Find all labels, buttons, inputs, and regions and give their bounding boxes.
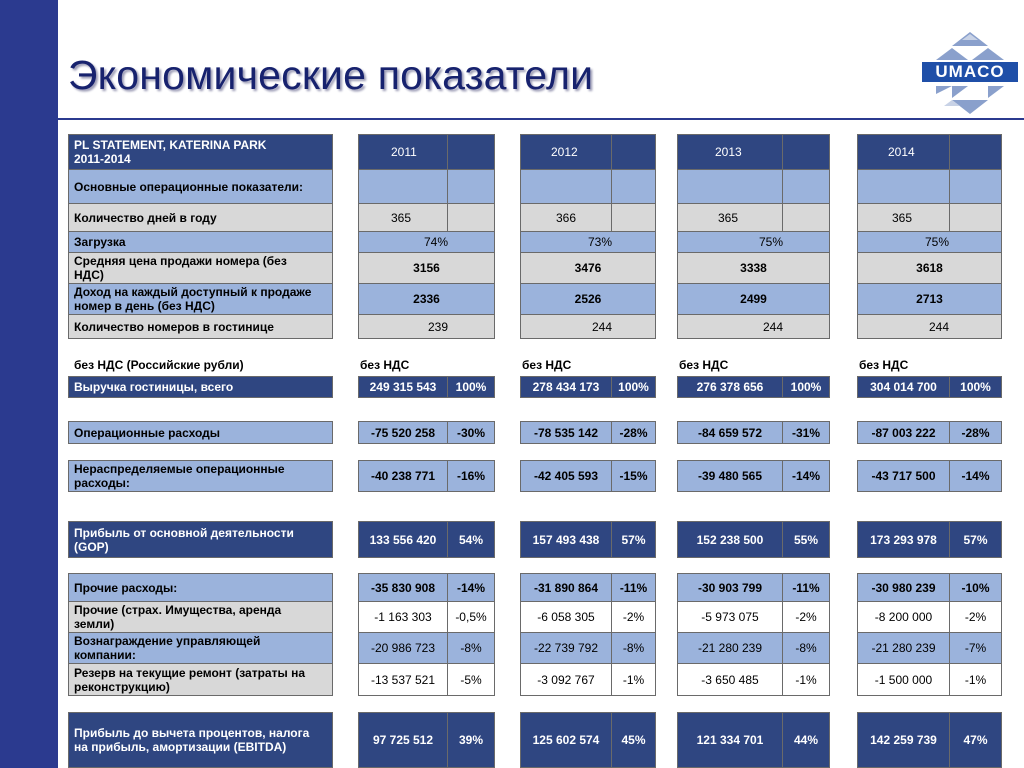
adr-cell-2013: 3338 bbox=[677, 252, 830, 284]
ebitda-pct-2014: 47% bbox=[949, 712, 1002, 768]
logo-text: UMACO bbox=[922, 62, 1018, 82]
adr-cell-2011: 3156 bbox=[358, 252, 495, 284]
other-pct-2012: -11% bbox=[611, 573, 656, 602]
year-pct-header-2012 bbox=[611, 134, 656, 170]
undistributed-pct-2012: -15% bbox=[611, 460, 656, 492]
reserve-pct-2013: -1% bbox=[782, 663, 830, 696]
management-pct-2013: -8% bbox=[782, 632, 830, 664]
section-spacer bbox=[857, 169, 950, 204]
ebitda-amount-2012: 125 602 574 bbox=[520, 712, 612, 768]
row-label-gop: Прибыль от основной деятельности (GOP) bbox=[68, 521, 333, 558]
revenue-amount-2012: 278 434 173 bbox=[520, 376, 612, 398]
other-pct-2014: -10% bbox=[949, 573, 1002, 602]
reserve-amount-2013: -3 650 485 bbox=[677, 663, 783, 696]
year-label: 2012 bbox=[551, 145, 578, 159]
other-pct-2013: -11% bbox=[782, 573, 830, 602]
reserve-pct-2014: -1% bbox=[949, 663, 1002, 696]
management-pct-2011: -8% bbox=[447, 632, 495, 664]
section-spacer bbox=[611, 169, 656, 204]
year-pct-header-2013 bbox=[782, 134, 830, 170]
row-label-revenue: Выручка гостиницы, всего bbox=[68, 376, 333, 398]
section-spacer bbox=[447, 169, 495, 204]
other-pct-2011: -14% bbox=[447, 573, 495, 602]
management-amount-2014: -21 280 239 bbox=[857, 632, 950, 664]
opex-pct-2011: -30% bbox=[447, 421, 495, 444]
management-amount-2011: -20 986 723 bbox=[358, 632, 448, 664]
days-pct-2011 bbox=[447, 203, 495, 232]
days-pct-2014 bbox=[949, 203, 1002, 232]
opex-pct-2012: -28% bbox=[611, 421, 656, 444]
section-spacer bbox=[358, 169, 448, 204]
row-label-ebitda: Прибыль до вычета процентов, налога на прибыль, амортизации (EBITDA) bbox=[68, 712, 333, 768]
page-title: Экономические показатели bbox=[68, 52, 594, 98]
year-header-2013 bbox=[677, 134, 783, 170]
days-cell-2012: 366 bbox=[520, 203, 612, 232]
section-spacer bbox=[520, 169, 612, 204]
insurance-amount-2014: -8 200 000 bbox=[857, 601, 950, 633]
row-label-adr: Средняя цена продажи номера (без НДС) bbox=[68, 252, 333, 284]
other-amount-2014: -30 980 239 bbox=[857, 573, 950, 602]
section-spacer bbox=[949, 169, 1002, 204]
revenue-amount-2013: 276 378 656 bbox=[677, 376, 783, 398]
vat-note-2013: без НДС bbox=[679, 358, 729, 372]
vat-note-2012: без НДС bbox=[522, 358, 572, 372]
revenue-pct-2011: 100% bbox=[447, 376, 495, 398]
gop-amount-2013: 152 238 500 bbox=[677, 521, 783, 558]
opex-amount-2011: -75 520 258 bbox=[358, 421, 448, 444]
opex-amount-2012: -78 535 142 bbox=[520, 421, 612, 444]
row-label-revpar: Доход на каждый доступный к продаже номер в день (без НДС) bbox=[68, 283, 333, 315]
adr-cell-2014: 3618 bbox=[857, 252, 1002, 284]
other-amount-2011: -35 830 908 bbox=[358, 573, 448, 602]
year-label: 2013 bbox=[715, 145, 742, 159]
umaco-logo bbox=[922, 30, 1018, 116]
other-amount-2013: -30 903 799 bbox=[677, 573, 783, 602]
side-accent-bar bbox=[0, 0, 58, 768]
operating-section-label: Основные операционные показатели: bbox=[68, 169, 333, 204]
insurance-pct-2013: -2% bbox=[782, 601, 830, 633]
row-label-repair-reserve: Резерв на текущие ремонт (затраты на реконструкцию) bbox=[68, 663, 333, 696]
undistributed-amount-2014: -43 717 500 bbox=[857, 460, 950, 492]
row-label-other: Прочие расходы: bbox=[68, 573, 333, 602]
ebitda-amount-2011: 97 725 512 bbox=[358, 712, 448, 768]
undistributed-amount-2013: -39 480 565 bbox=[677, 460, 783, 492]
vat-note-2014: без НДС bbox=[859, 358, 909, 372]
management-pct-2014: -7% bbox=[949, 632, 1002, 664]
undistributed-pct-2014: -14% bbox=[949, 460, 1002, 492]
revpar-cell-2013: 2499 bbox=[677, 283, 830, 315]
year-pct-header-2011 bbox=[447, 134, 495, 170]
reserve-amount-2014: -1 500 000 bbox=[857, 663, 950, 696]
ebitda-pct-2012: 45% bbox=[611, 712, 656, 768]
opex-amount-2014: -87 003 222 bbox=[857, 421, 950, 444]
undistributed-amount-2011: -40 238 771 bbox=[358, 460, 448, 492]
revenue-pct-2013: 100% bbox=[782, 376, 830, 398]
management-pct-2012: -8% bbox=[611, 632, 656, 664]
insurance-pct-2012: -2% bbox=[611, 601, 656, 633]
year-label: 2011 bbox=[391, 145, 417, 159]
insurance-amount-2013: -5 973 075 bbox=[677, 601, 783, 633]
title-divider bbox=[58, 118, 1024, 120]
undistributed-pct-2011: -16% bbox=[447, 460, 495, 492]
revenue-amount-2014: 304 014 700 bbox=[857, 376, 950, 398]
insurance-amount-2012: -6 058 305 bbox=[520, 601, 612, 633]
days-cell-2014: 365 bbox=[857, 203, 950, 232]
gop-amount-2012: 157 493 438 bbox=[520, 521, 612, 558]
currency-note: без НДС (Российские рубли) bbox=[74, 358, 244, 372]
occupancy-cell-2011: 74% bbox=[358, 231, 495, 253]
row-label-days: Количество дней в году bbox=[68, 203, 333, 232]
row-label-insurance-lease: Прочие (страх. Имущества, аренда земли) bbox=[68, 601, 333, 633]
occupancy-cell-2012: 73% bbox=[520, 231, 656, 253]
revenue-amount-2011: 249 315 543 bbox=[358, 376, 448, 398]
year-header-2014 bbox=[857, 134, 950, 170]
undistributed-pct-2013: -14% bbox=[782, 460, 830, 492]
revenue-pct-2012: 100% bbox=[611, 376, 656, 398]
gop-pct-2011: 54% bbox=[447, 521, 495, 558]
management-amount-2013: -21 280 239 bbox=[677, 632, 783, 664]
vat-note-2011: без НДС bbox=[360, 358, 410, 372]
year-header-2011 bbox=[358, 134, 448, 170]
row-label-occupancy: Загрузка bbox=[68, 231, 333, 253]
gop-amount-2011: 133 556 420 bbox=[358, 521, 448, 558]
row-label-undistributed: Нераспределяемые операционные расходы: bbox=[68, 460, 333, 492]
occupancy-cell-2013: 75% bbox=[677, 231, 830, 253]
occupancy-cell-2014: 75% bbox=[857, 231, 1002, 253]
revpar-cell-2011: 2336 bbox=[358, 283, 495, 315]
statement-title-cell bbox=[68, 134, 333, 170]
gop-amount-2014: 173 293 978 bbox=[857, 521, 950, 558]
insurance-pct-2014: -2% bbox=[949, 601, 1002, 633]
section-spacer bbox=[782, 169, 830, 204]
reserve-pct-2012: -1% bbox=[611, 663, 656, 696]
management-amount-2012: -22 739 792 bbox=[520, 632, 612, 664]
rooms-cell-2014: 244 bbox=[857, 314, 1002, 339]
section-spacer bbox=[677, 169, 783, 204]
year-label: 2014 bbox=[888, 145, 915, 159]
rooms-cell-2013: 244 bbox=[677, 314, 830, 339]
statement-title-line1: PL STATEMENT, KATERINA PARK bbox=[74, 138, 267, 152]
adr-cell-2012: 3476 bbox=[520, 252, 656, 284]
rooms-cell-2011: 239 bbox=[358, 314, 495, 339]
insurance-amount-2011: -1 163 303 bbox=[358, 601, 448, 633]
year-header-2012 bbox=[520, 134, 612, 170]
gop-pct-2014: 57% bbox=[949, 521, 1002, 558]
opex-pct-2014: -28% bbox=[949, 421, 1002, 444]
insurance-pct-2011: -0,5% bbox=[447, 601, 495, 633]
ebitda-pct-2011: 39% bbox=[447, 712, 495, 768]
gop-pct-2012: 57% bbox=[611, 521, 656, 558]
ebitda-pct-2013: 44% bbox=[782, 712, 830, 768]
rooms-cell-2012: 244 bbox=[520, 314, 656, 339]
days-pct-2013 bbox=[782, 203, 830, 232]
revpar-cell-2014: 2713 bbox=[857, 283, 1002, 315]
reserve-amount-2011: -13 537 521 bbox=[358, 663, 448, 696]
revpar-cell-2012: 2526 bbox=[520, 283, 656, 315]
days-pct-2012 bbox=[611, 203, 656, 232]
days-cell-2011: 365 bbox=[358, 203, 448, 232]
opex-pct-2013: -31% bbox=[782, 421, 830, 444]
row-label-management-fee: Вознаграждение управляющей компании: bbox=[68, 632, 333, 664]
year-pct-header-2014 bbox=[949, 134, 1002, 170]
row-label-rooms: Количество номеров в гостинице bbox=[68, 314, 333, 339]
row-label-opex: Операционные расходы bbox=[68, 421, 333, 444]
reserve-pct-2011: -5% bbox=[447, 663, 495, 696]
ebitda-amount-2013: 121 334 701 bbox=[677, 712, 783, 768]
revenue-pct-2014: 100% bbox=[949, 376, 1002, 398]
ebitda-amount-2014: 142 259 739 bbox=[857, 712, 950, 768]
opex-amount-2013: -84 659 572 bbox=[677, 421, 783, 444]
days-cell-2013: 365 bbox=[677, 203, 783, 232]
reserve-amount-2012: -3 092 767 bbox=[520, 663, 612, 696]
undistributed-amount-2012: -42 405 593 bbox=[520, 460, 612, 492]
statement-title-line2: 2011-2014 bbox=[74, 152, 131, 166]
gop-pct-2013: 55% bbox=[782, 521, 830, 558]
other-amount-2012: -31 890 864 bbox=[520, 573, 612, 602]
